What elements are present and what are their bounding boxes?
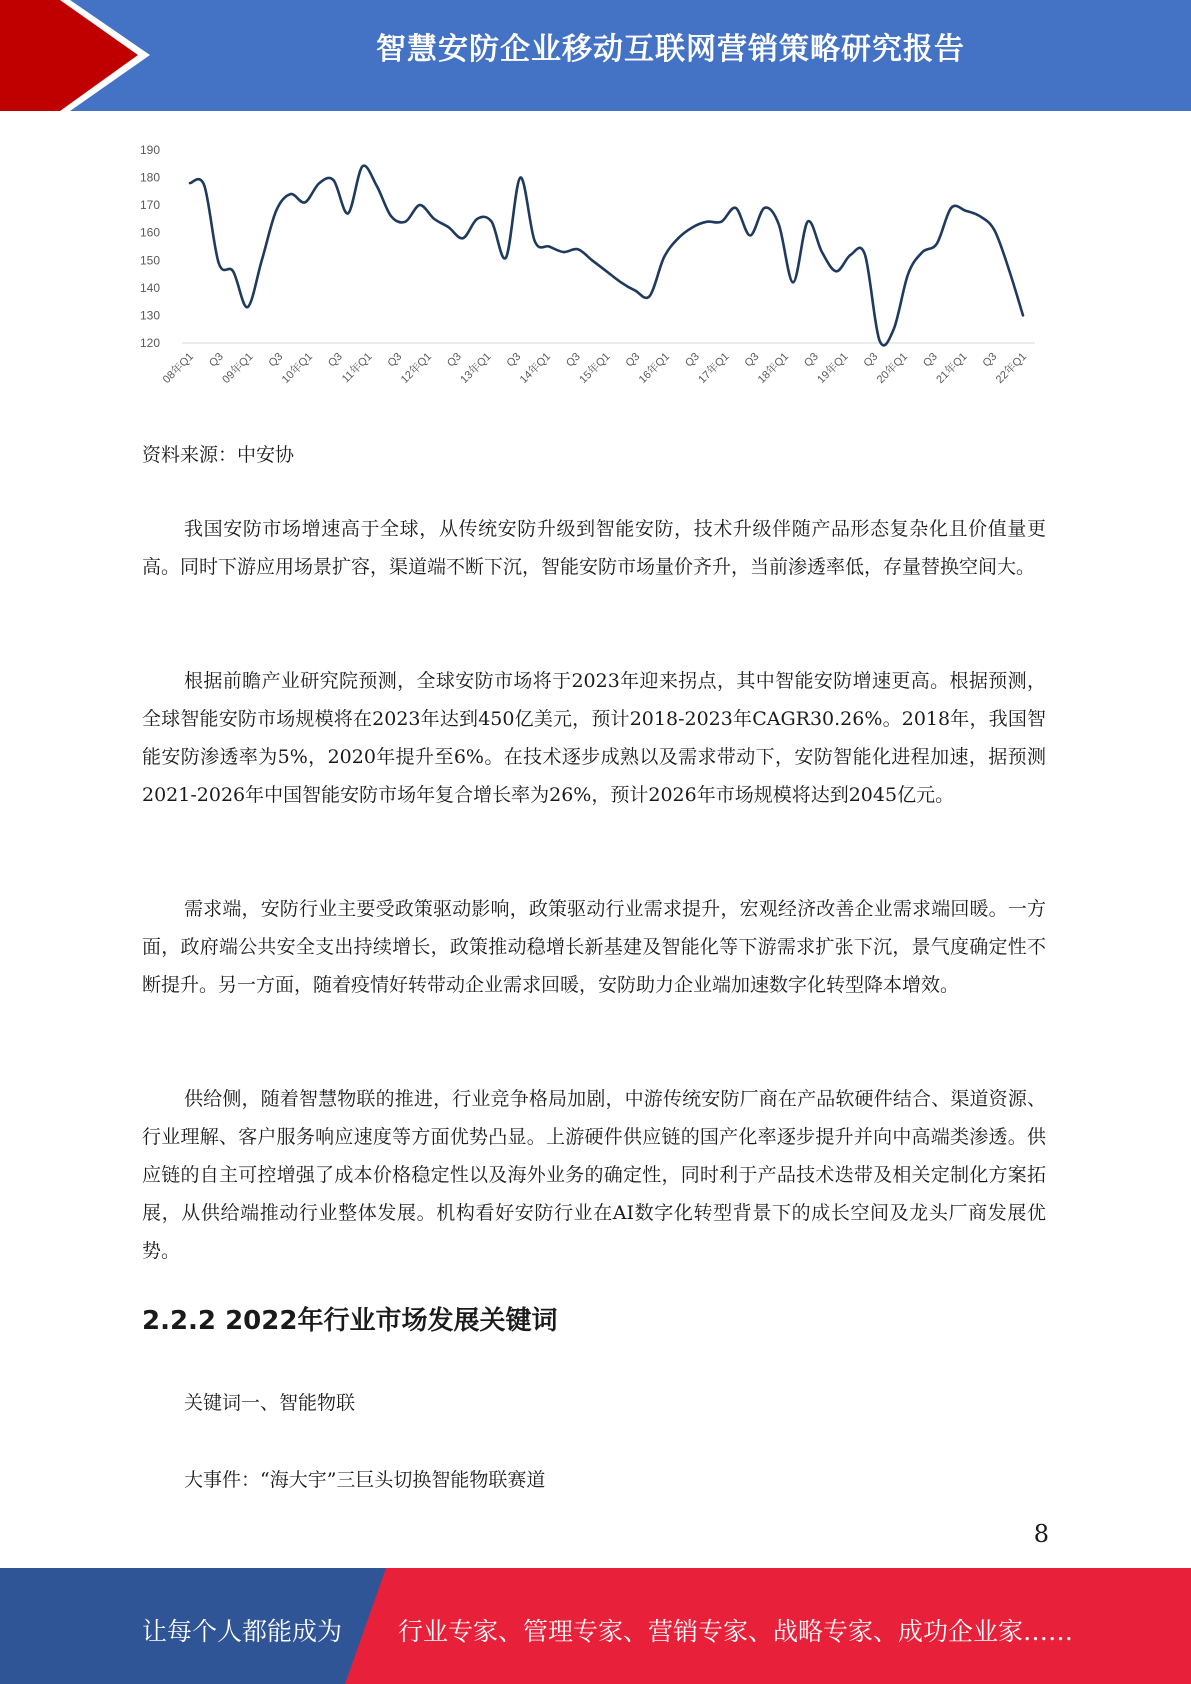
x-tick-label: 08年Q1	[160, 350, 197, 386]
paragraph-2: 根据前瞻产业研究院预测，全球安防市场将于2023年迎来拐点，其中智能安防增速更高。根据预测，全球智能安防市场规模将在2023年达到450亿美元，预计2018-2023年CAGR30.26%。2018年，我国智能安防渗透率为5%，2020年提升至6%。在技术逐步成熟以及需求带动下，安防智能化进程加速，据预测2021-2026年中国智能安防市场年复合增长率为26%，预计2026年市场规模将达到2045亿元。	[142, 670, 1046, 806]
x-tick-label: 09年Q1	[220, 350, 256, 386]
keyword-line: 关键词一、智能物联	[184, 1392, 356, 1414]
y-tick-label: 130	[140, 308, 160, 323]
x-tick-label: Q3	[742, 350, 762, 370]
x-tick-label: 14年Q1	[517, 350, 554, 386]
x-tick-label: 22年Q1	[993, 350, 1030, 386]
x-tick-label: 16年Q1	[636, 350, 673, 386]
x-tick-label: Q3	[326, 350, 345, 370]
header-title: 智慧安防企业移动互联网营销策略研究报告	[376, 32, 965, 67]
y-tick-label: 180	[140, 170, 160, 185]
x-tick-label: Q3	[266, 350, 286, 370]
x-tick-label: Q3	[564, 350, 583, 370]
x-tick-label: Q3	[504, 350, 524, 370]
page-number: 8	[1033, 1520, 1049, 1548]
x-tick-label: 11年Q1	[339, 350, 375, 386]
y-tick-label: 170	[140, 198, 160, 213]
x-tick-label: Q3	[921, 350, 940, 370]
x-tick-label: Q3	[861, 350, 881, 370]
x-tick-label: 13年Q1	[458, 350, 494, 386]
chart-series-line	[190, 166, 1023, 346]
chart-x-axis	[159, 349, 1029, 386]
footer-slogan-right: 行业专家、管理专家、营销专家、战略专家、成功企业家……	[398, 1617, 1074, 1646]
paragraph-3: 需求端，安防行业主要受政策驱动影响，政策驱动行业需求提升，宏观经济改善企业需求端回暖。一方面，政府端公共安全支出持续增长，政策推动稳增长新基建及智能化等下游需求扩张下沉，景气度确定性不断提升。另一方面，随着疫情好转带动企业需求回暖，安防助力企业端加速数字化转型降本增效。	[142, 898, 1046, 996]
chart-y-axis	[140, 143, 160, 350]
y-tick-label: 120	[140, 336, 160, 350]
x-tick-label: 17年Q1	[696, 350, 732, 386]
chart-svg	[140, 130, 1050, 430]
section-title: 2.2.2 2022年行业市场发展关键词	[142, 1306, 558, 1336]
paragraph-1: 我国安防市场增速高于全球，从传统安防升级到智能安防，技术升级伴随产品形态复杂化且价值量更高。同时下游应用场景扩容，渠道端不断下沉，智能安防市场量价齐升，当前渗透率低，存量替换空间大。	[142, 518, 1046, 578]
chart-source: 资料来源：中安协	[142, 444, 295, 466]
x-tick-label: 20年Q1	[874, 350, 911, 386]
y-tick-label: 160	[140, 225, 160, 240]
paragraph-4: 供给侧，随着智慧物联的推进，行业竞争格局加剧，中游传统安防厂商在产品软硬件结合、渠道资源、行业理解、客户服务响应速度等方面优势凸显。上游硬件供应链的国产化率逐步提升并向中高端类渗透。供应链的自主可控增强了成本价格稳定性以及海外业务的确定性，同时利于产品技术迭带及相关定制化方案拓展，从供给端推动行业整体发展。机构看好安防行业在AI数字化转型背景下的成长空间及龙头厂商发展优势。	[142, 1088, 1046, 1262]
x-tick-label: Q3	[385, 350, 405, 370]
x-tick-label: Q3	[445, 350, 464, 370]
event-line: 大事件：“海大宇”三巨头切换智能物联赛道	[184, 1469, 546, 1491]
x-tick-label: 12年Q1	[398, 350, 435, 386]
line-chart	[140, 130, 1050, 430]
x-tick-label: 18年Q1	[755, 350, 792, 386]
x-tick-label: Q3	[802, 350, 821, 370]
footer-slogan-left: 让每个人都能成为	[142, 1617, 343, 1646]
x-tick-label: 19年Q1	[815, 350, 851, 386]
page-header	[0, 0, 1191, 111]
x-tick-label: 21年Q1	[934, 350, 970, 386]
x-tick-label: Q3	[980, 350, 1000, 370]
y-tick-label: 150	[140, 253, 160, 268]
x-tick-label: 15年Q1	[577, 350, 613, 386]
x-tick-label: 10年Q1	[279, 350, 316, 386]
y-tick-label: 190	[140, 143, 160, 157]
x-tick-label: Q3	[623, 350, 643, 370]
x-tick-label: Q3	[207, 350, 226, 370]
x-tick-label: Q3	[683, 350, 702, 370]
y-tick-label: 140	[140, 280, 160, 295]
